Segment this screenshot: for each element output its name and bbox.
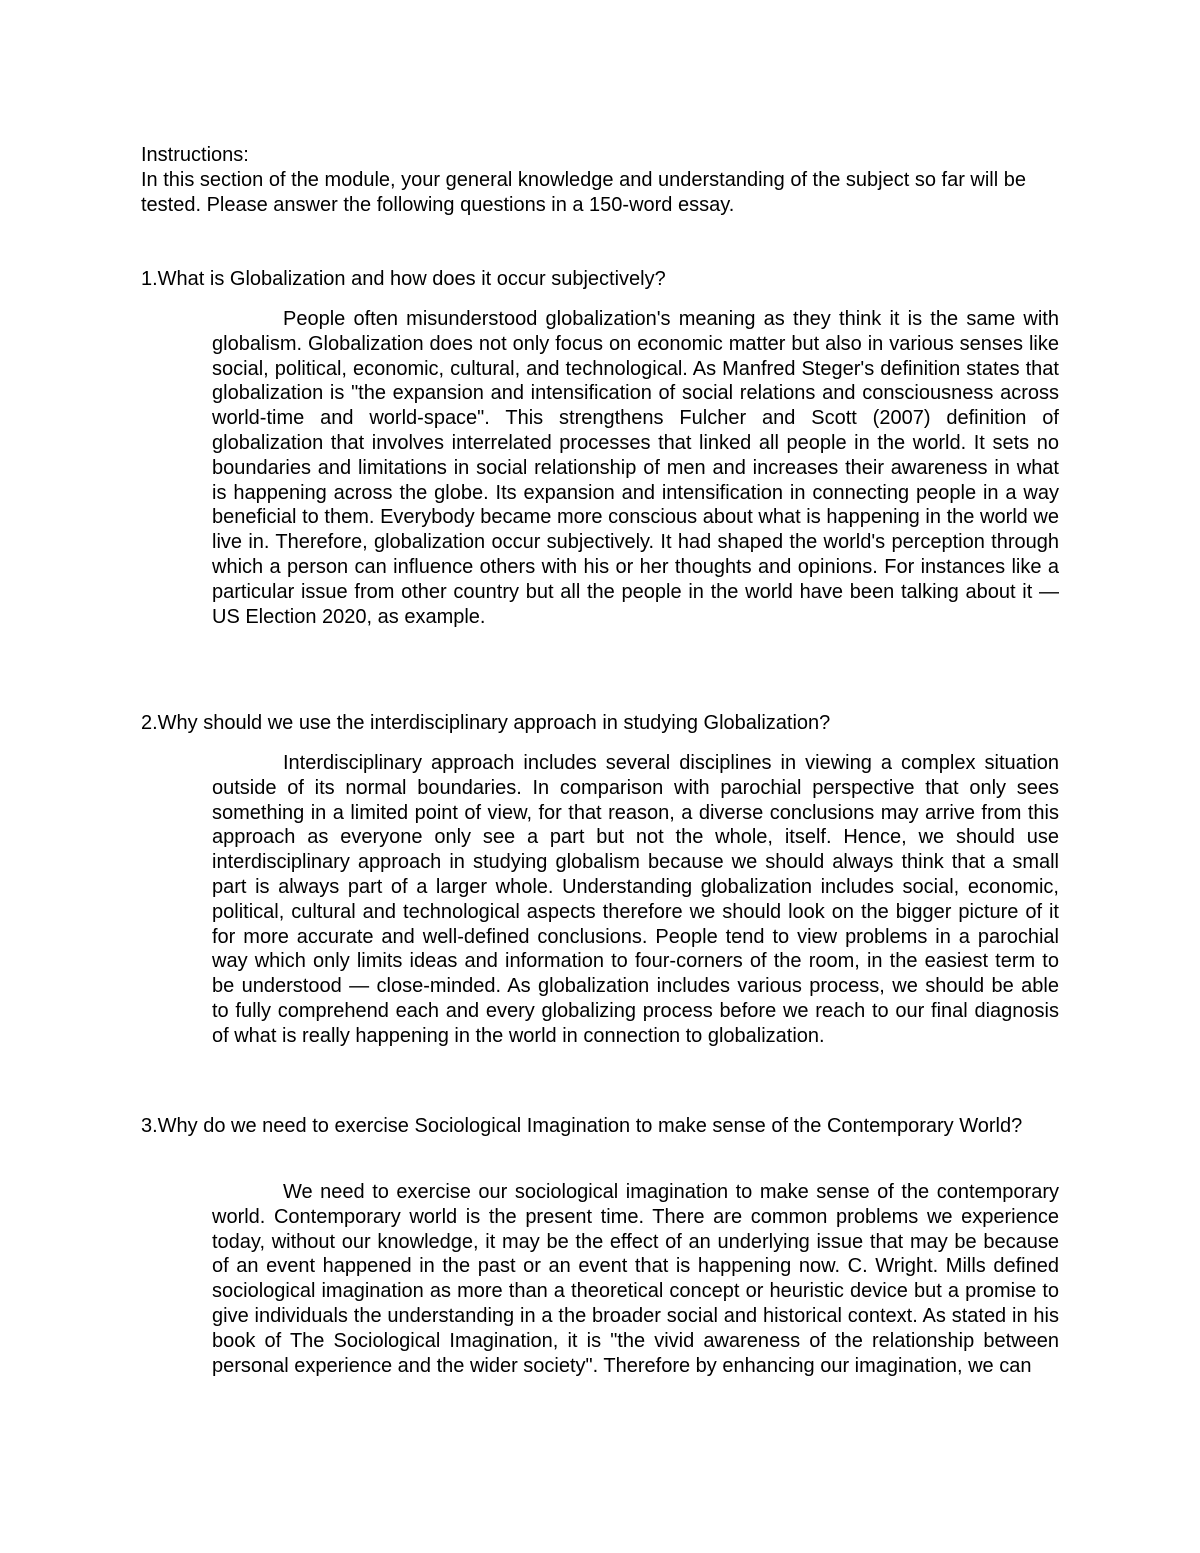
answer-3: We need to exercise our sociological imagination to make sense of the contemporary world. Contemporary world is the present time. There are common problems we experience today, without our knowledge, it may be the effect of an underlying issue that may be because of an event happened in the past or an event that is happening now. C. Wright. Mills defined sociological imagination as more than a theoretical concept or heuristic device but a promise to give individuals the understanding in a the broader social and historical context. As stated in his book of The Sociological Imagination, it is "the vivid awareness of the relationship between personal experience and the wider society". Therefore by enhancing our imagination, we can (212, 1181, 1059, 1377)
question-1: 1.What is Globalization and how does it occur subjectively? (141, 268, 666, 290)
question-3: 3.Why do we need to exercise Sociological Imagination to make sense of the Contemporary World? (141, 1115, 1023, 1137)
question-2: 2.Why should we use the interdisciplinary approach in studying Globalization? (141, 712, 831, 734)
answer-1: People often misunderstood globalization's meaning as they think it is the same with globalism. Globalization does not only focus on economic matter but also in various senses like social, political, economic, cultural, and technological. As Manfred Steger's definition states that globalization is "the expansion and intensification of social relations and consciousness across world-time and world-space". This strengthens Fulcher and Scott (2007) definition of globalization that involves interrelated processes that linked all people in the world. It sets no boundaries and limitations in social relationship of men and increases their awareness in what is happening across the globe. Its expansion and intensification in connecting people in a way beneficial to them. Everybody became more conscious about what is happening in the world we live in. Therefore, globalization occur subjectively. It had shaped the world's perception through which a person can influence others with his or her thoughts and opinions. For instances like a particular issue from other country but all the people in the world have been talking about it — US Election 2020, as example. (212, 308, 1059, 628)
instructions-heading: Instructions: (141, 144, 249, 166)
instructions-text: In this section of the module, your general knowledge and understanding of the subject so far will be tested. Please answer the following questions in a 150-word essay. (141, 168, 1026, 216)
answer-2: Interdisciplinary approach includes several disciplines in viewing a complex situation outside of its normal boundaries. In comparison with parochial perspective that only sees something in a limited point of view, for that reason, a diverse conclusions may arrive from this approach as everyone only see a part but not the whole, itself. Hence, we should use interdisciplinary approach in studying globalism because we should always think that a small part is always part of a larger whole. Understanding globalization includes social, economic, political, cultural and technological aspects therefore we should look on the bigger picture of it for more accurate and well-defined conclusions. People tend to view problems in a parochial way which only limits ideas and information to four-corners of the room, in the easiest term to be understood — close-minded. As globalization includes various process, we should be able to fully comprehend each and every globalizing process before we reach to our final diagnosis of what is really happening in the world in connection to globalization. (212, 752, 1059, 1047)
instructions-block (141, 143, 1061, 217)
